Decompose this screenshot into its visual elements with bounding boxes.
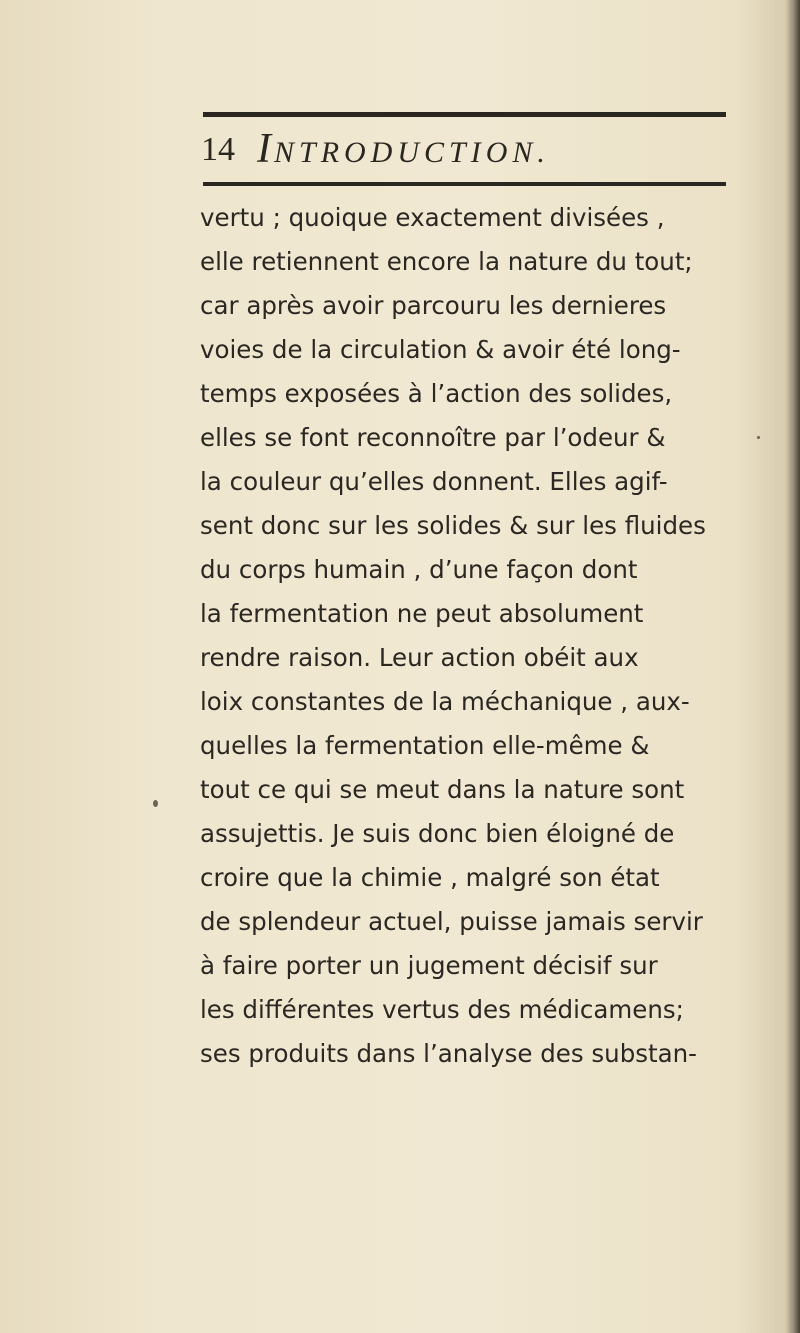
text-line: croire que la chimie , malgré son état xyxy=(200,863,660,892)
text-line: elle retiennent encore la nature du tout; xyxy=(200,247,693,276)
text-line: voies de la circulation & avoir été long- xyxy=(200,335,681,364)
text-line: tout ce qui se meut dans la nature sont xyxy=(200,775,685,804)
text-line: de splendeur actuel, puisse jamais servir xyxy=(200,907,703,936)
binding-shadow xyxy=(786,0,800,1333)
text-line: du corps humain , d’une façon dont xyxy=(200,555,638,584)
text-line: elles se font reconnoître par l’odeur & xyxy=(200,423,666,452)
paper-speck xyxy=(153,800,158,807)
text-line: assujettis. Je suis donc bien éloigné de xyxy=(200,819,675,848)
running-title-initial: I xyxy=(257,126,274,172)
text-line: rendre raison. Leur action obéit aux xyxy=(200,643,639,672)
running-title xyxy=(257,126,550,176)
text-line: loix constantes de la méchanique , aux- xyxy=(200,687,690,716)
running-title-rest: NTRODUCTION. xyxy=(274,136,550,169)
running-header xyxy=(201,126,731,182)
text-line: quelles la fermentation elle-même & xyxy=(200,731,650,760)
text-line: les différentes vertus des médicamens; xyxy=(200,995,684,1024)
text-line: car après avoir parcouru les dernieres xyxy=(200,291,667,320)
text-line: ses produits dans l’analyse des substan- xyxy=(200,1039,698,1068)
page-number: 14 xyxy=(201,131,235,168)
text-line: sent donc sur les solides & sur les fluides xyxy=(200,511,706,540)
paper-speck xyxy=(757,436,760,439)
text-line: à faire porter un jugement décisif sur xyxy=(200,951,658,980)
text-line: la fermentation ne peut absolument xyxy=(200,599,644,628)
text-line: vertu ; quoique exactement divisées , xyxy=(200,203,665,232)
text-line: la couleur qu’elles donnent. Elles agif- xyxy=(200,467,668,496)
text-line: temps exposées à l’action des solides, xyxy=(200,379,673,408)
body-text xyxy=(200,196,740,1076)
header-top-rule xyxy=(203,112,726,117)
header-bottom-rule xyxy=(203,182,726,186)
